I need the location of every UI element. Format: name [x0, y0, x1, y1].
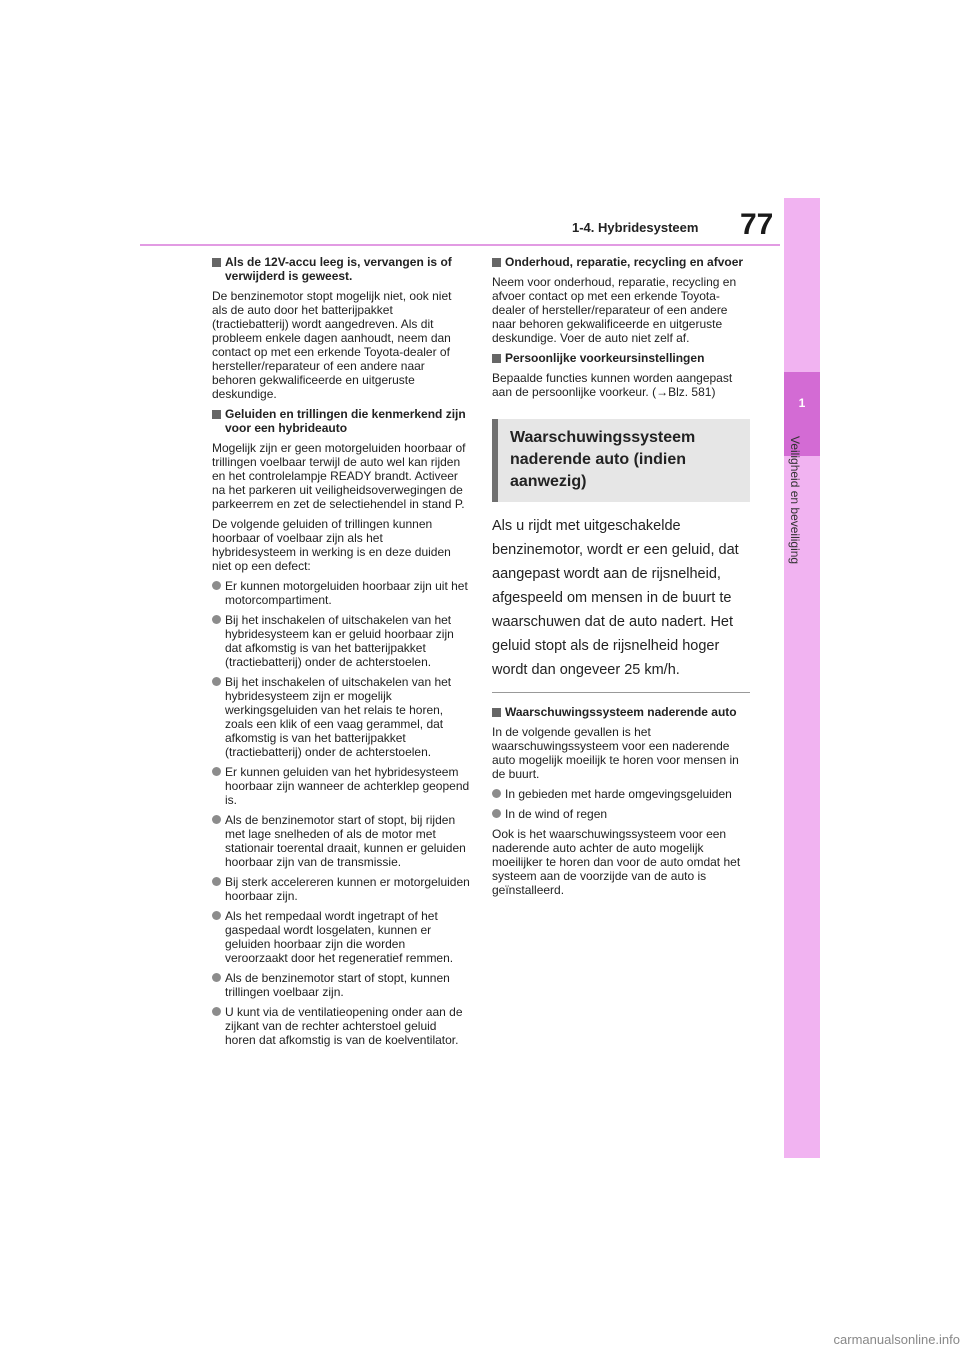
page-number: 77: [740, 208, 774, 241]
square-bullet-icon: [492, 708, 501, 717]
heading-maintenance: Onderhoud, reparatie, recycling en afvoer: [492, 255, 750, 269]
round-bullet-icon: [492, 809, 501, 818]
list-item: Er kunnen geluiden van het hybridesysteem hoorbaar zijn wanneer de achterklep geopend is.: [212, 765, 470, 807]
square-bullet-icon: [212, 258, 221, 267]
header-rule: [140, 244, 780, 246]
round-bullet-icon: [212, 1007, 221, 1016]
square-bullet-icon: [212, 410, 221, 419]
section-title: 1-4. Hybridesysteem: [572, 220, 699, 235]
paragraph: Ook is het waarschuwingssysteem voor een naderende auto achter de auto mogelijk moeilijker te horen dan voor de auto omdat het systeem aan de voorzijde van de auto is geïnstalleerd.: [492, 827, 741, 897]
heading-personal-settings: Persoonlijke voorkeursinstellingen: [492, 351, 750, 365]
list-item: U kunt via de ventilatieopening onder aan de zijkant van de rechter achterstoel geluid horen dat afkomstig is van de koelventilator.: [212, 1005, 470, 1047]
paragraph: De volgende geluiden of trillingen kunnen hoorbaar of voelbaar zijn als het hybridesysteem in werking is en deze duiden niet op een defect:: [212, 517, 451, 573]
heading-sounds-vibrations: Geluiden en trillingen die kenmerkend zijn voor een hybrideauto: [212, 407, 470, 435]
chapter-number: 1: [798, 396, 806, 410]
paragraph: In de volgende gevallen is het waarschuwingssysteem voor een naderende auto mogelijk moeilijk te horen voor mensen in de buurt.: [492, 725, 739, 781]
section-intro: Als u rijdt met uitgeschakelde benzinemotor, wordt er een geluid, dat aangepast wordt aan de rijsnelheid, afgespeeld om mensen in de buurt te waarschuwen dat de auto nadert. Het geluid stopt als de rijsnelheid hoger wordt dan ongeveer 25 km/h.: [492, 518, 739, 678]
round-bullet-icon: [212, 581, 221, 590]
section-box-title: Waarschuwingssysteem naderende auto (indien aanwezig): [510, 429, 696, 490]
paragraph: Neem voor onderhoud, reparatie, recycling en afvoer contact op met een erkende Toyota-dealer of hersteller/reparateur of een andere naar behoren gekwalificeerde en uitgeruste deskundige. Voer de auto niet zelf af.: [492, 275, 737, 345]
title-box-bar: [492, 419, 498, 502]
right-column: [492, 255, 750, 903]
list-item: Bij sterk accelereren kunnen er motorgeluiden hoorbaar zijn.: [212, 875, 470, 903]
round-bullet-icon: [212, 973, 221, 982]
round-bullet-icon: [492, 789, 501, 798]
square-bullet-icon: [492, 354, 501, 363]
watermark-text: carmanualsonline.info: [833, 1332, 960, 1347]
round-bullet-icon: [212, 877, 221, 886]
paragraph: De benzinemotor stopt mogelijk niet, ook niet als de auto door het batterijpakket (tractiebatterij) wordt aangedreven. Als dit probleem enkele dagen aanhoudt, neem dan contact op met een erkende Toyota-dealer of hersteller/reparateur of een andere naar behoren gekwalificeerde en uitgeruste deskundige.: [212, 289, 452, 401]
list-item: Als de benzinemotor start of stopt, bij rijden met lage snelheden of als de motor met stationair toerental draait, kunnen er geluiden hoorbaar zijn van de transmissie.: [212, 813, 470, 869]
square-bullet-icon: [492, 258, 501, 267]
round-bullet-icon: [212, 615, 221, 624]
chapter-side-tab: [784, 198, 820, 1158]
chapter-title: Veiligheid en beveiliging: [788, 436, 802, 565]
round-bullet-icon: [212, 767, 221, 776]
round-bullet-icon: [212, 677, 221, 686]
list-item: Als de benzinemotor start of stopt, kunnen trillingen voelbaar zijn.: [212, 971, 470, 999]
list-item: Bij het inschakelen of uitschakelen van het hybridesysteem kan er geluid hoorbaar zijn dat afkomstig is van het batterijpakket (tractiebatterij) onder de achterstoelen.: [212, 613, 470, 669]
round-bullet-icon: [212, 815, 221, 824]
list-item: Bij het inschakelen of uitschakelen van het hybridesysteem zijn er mogelijk werkingsgeluiden van het relais te horen, zoals een klik of een vaag gerammel, dat afkomstig is van het batterijpakket (tractiebatterij) onder de achterstoelen.: [212, 675, 470, 759]
paragraph: Bepaalde functies kunnen worden aangepast aan de persoonlijke voorkeur. (→Blz. 581): [492, 371, 733, 399]
divider: [492, 692, 750, 693]
heading-12v-battery: Als de 12V-accu leeg is, vervangen is of verwijderd is geweest.: [212, 255, 470, 283]
round-bullet-icon: [212, 911, 221, 920]
section-title-box: [492, 419, 750, 502]
list-item: Er kunnen motorgeluiden hoorbaar zijn uit het motorcompartiment.: [212, 579, 470, 607]
heading-warning-system: Waarschuwingssysteem naderende auto: [492, 705, 750, 719]
list-item: Als het rempedaal wordt ingetrapt of het gaspedaal wordt losgelaten, kunnen er geluiden hoorbaar zijn die worden veroorzaakt door het regeneratief remmen.: [212, 909, 470, 965]
list-item: In de wind of regen: [492, 807, 750, 821]
paragraph: Mogelijk zijn er geen motorgeluiden hoorbaar of trillingen voelbaar terwijl de auto wel kan rijden en het controlelampje READY brandt. Activeer na het parkeren uit veiligheidsoverwegingen de parkeerrem en zet de selectiehendel in stand P.: [212, 441, 466, 511]
list-item: In gebieden met harde omgevingsgeluiden: [492, 787, 750, 801]
left-column: [212, 255, 470, 1053]
